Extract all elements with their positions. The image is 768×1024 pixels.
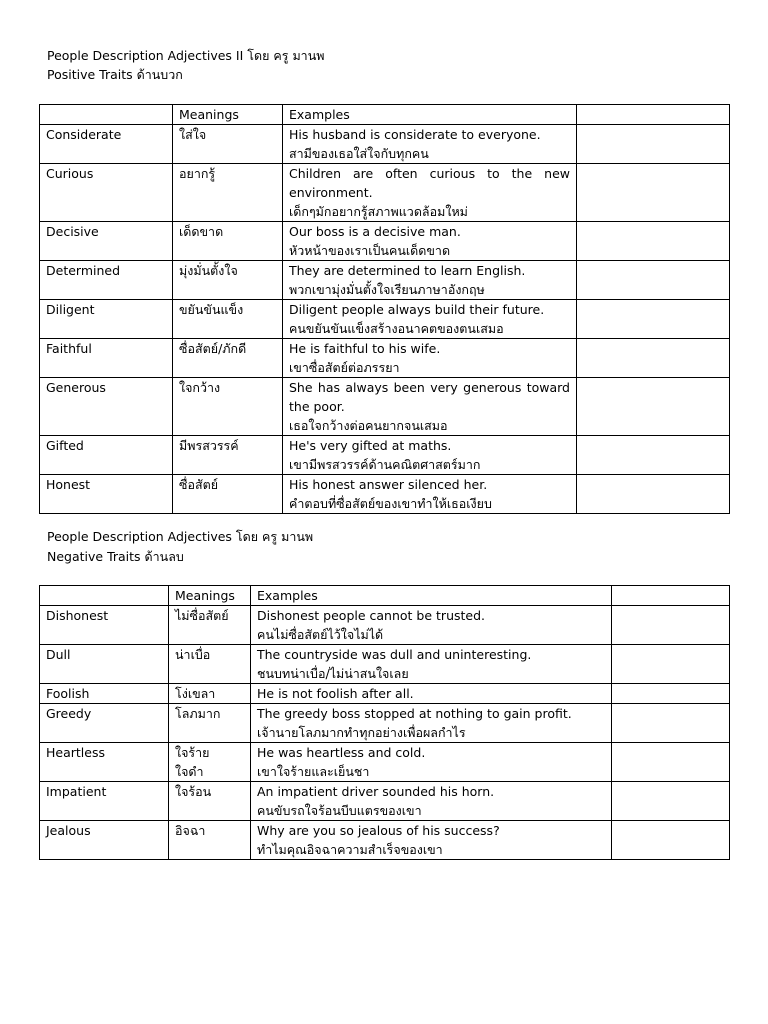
table-row — [40, 782, 730, 821]
example-translation: คนไม่ซื่อสัตย์ไว้ใจไม่ได้ — [257, 627, 384, 642]
example-sentence: They are determined to learn English. — [289, 263, 526, 278]
example-cell — [283, 125, 577, 164]
example-cell — [251, 821, 612, 860]
table-row — [40, 378, 730, 436]
notes-cell — [577, 300, 730, 339]
notes-cell — [577, 222, 730, 261]
meaning-text: ใส่ใจ — [179, 127, 207, 142]
meaning-cell — [169, 645, 251, 684]
example-cell — [283, 339, 577, 378]
table-row — [40, 164, 730, 222]
example-translation: หัวหน้าของเราเป็นคนเด็ดขาด — [289, 243, 451, 258]
meaning-text: ขยันขันแข็ง — [179, 302, 244, 317]
meaning-cell — [169, 821, 251, 860]
meaning-cell — [173, 475, 283, 514]
example-sentence: Dishonest people cannot be trusted. — [257, 608, 485, 623]
notes-cell — [577, 475, 730, 514]
negative-header-cell: Meanings — [169, 586, 251, 606]
notes-cell — [612, 743, 730, 782]
example-translation: เด็กๆมักอยากรู้สภาพแวดล้อมใหม่ — [289, 204, 468, 219]
meaning-text: ใจร้าย — [175, 745, 210, 760]
word-cell: Generous — [40, 378, 173, 436]
meaning-cell — [173, 339, 283, 378]
positive-header-cell — [577, 105, 730, 125]
meaning-cell — [173, 300, 283, 339]
meaning-cell — [173, 222, 283, 261]
word-cell: Diligent — [40, 300, 173, 339]
example-cell — [283, 261, 577, 300]
positive-subtitle: Positive Traits ด้านบวก — [47, 67, 183, 82]
meaning-text: ใจร้อน — [175, 784, 212, 799]
word-cell: Curious — [40, 164, 173, 222]
notes-cell — [577, 339, 730, 378]
notes-cell — [612, 684, 730, 704]
example-cell — [251, 782, 612, 821]
example-translation: คนขับรถใจร้อนบีบแตรของเขา — [257, 803, 422, 818]
table-row — [40, 645, 730, 684]
meaning-cell — [169, 743, 251, 782]
notes-cell — [577, 261, 730, 300]
notes-cell — [612, 782, 730, 821]
example-sentence: He was heartless and cold. — [257, 745, 426, 760]
example-sentence: The greedy boss stopped at nothing to gain profit. — [257, 706, 572, 721]
meaning-cell — [169, 782, 251, 821]
table-row — [40, 684, 730, 704]
meaning-text: ใจกว้าง — [179, 380, 221, 395]
example-cell — [283, 300, 577, 339]
example-translation: เขาซื่อสัตย์ต่อภรรยา — [289, 360, 400, 375]
word-cell: Determined — [40, 261, 173, 300]
example-translation: เขามีพรสวรรค์ด้านคณิตศาสตร์มาก — [289, 457, 481, 472]
word-cell: Heartless — [40, 743, 169, 782]
table-row — [40, 743, 730, 782]
example-cell — [251, 645, 612, 684]
positive-header-cell: Examples — [283, 105, 577, 125]
example-cell — [251, 704, 612, 743]
word-cell: Foolish — [40, 684, 169, 704]
example-translation: คนขยันขันแข็งสร้างอนาคตของตนเสมอ — [289, 321, 504, 336]
example-cell — [283, 436, 577, 475]
table-row — [40, 261, 730, 300]
example-cell — [283, 378, 577, 436]
example-sentence: Children are often curious to the new environment. — [289, 166, 570, 200]
notes-cell — [577, 125, 730, 164]
example-sentence: An impatient driver sounded his horn. — [257, 784, 495, 799]
word-cell: Honest — [40, 475, 173, 514]
meaning-text: มุ่งมั่นตั้งใจ — [179, 263, 238, 278]
example-translation: สามีของเธอใส่ใจกับทุกคน — [289, 146, 429, 161]
meaning-text: โลภมาก — [175, 706, 221, 721]
meaning-text: ไม่ซื่อสัตย์ — [175, 608, 229, 623]
example-cell — [283, 475, 577, 514]
word-cell: Gifted — [40, 436, 173, 475]
positive-traits-table — [39, 104, 730, 514]
example-translation: ทำไมคุณอิจฉาความสำเร็จของเขา — [257, 842, 443, 857]
example-sentence: Diligent people always build their future. — [289, 302, 545, 317]
example-sentence: His husband is considerate to everyone. — [289, 127, 541, 142]
example-translation: เจ้านายโลภมากทำทุกอย่างเพื่อผลกำไร — [257, 725, 466, 740]
example-sentence: He is not foolish after all. — [257, 686, 414, 701]
negative-header-cell: Examples — [251, 586, 612, 606]
meaning-cell — [169, 606, 251, 645]
table-row — [40, 125, 730, 164]
positive-header-cell: Meanings — [173, 105, 283, 125]
example-sentence: He's very gifted at maths. — [289, 438, 452, 453]
notes-cell — [612, 704, 730, 743]
table-row — [40, 222, 730, 261]
example-sentence: She has always been very generous toward the poor. — [289, 380, 570, 414]
negative-traits-table — [39, 585, 730, 860]
notes-cell — [612, 606, 730, 645]
example-translation: เขาใจร้ายและเย็นชา — [257, 764, 370, 779]
meaning-text: มีพรสวรรค์ — [179, 438, 239, 453]
table-row — [40, 606, 730, 645]
word-cell: Greedy — [40, 704, 169, 743]
positive-title: People Description Adjectives II โดย ครู มานพ — [47, 48, 325, 63]
example-sentence: The countryside was dull and uninteresting. — [257, 647, 532, 662]
meaning-text: น่าเบื่อ — [175, 647, 211, 662]
example-sentence: Why are you so jealous of his success? — [257, 823, 500, 838]
word-cell: Dull — [40, 645, 169, 684]
table-row — [40, 821, 730, 860]
table-row — [40, 704, 730, 743]
negative-header-row — [40, 586, 730, 606]
example-translation: เธอใจกว้างต่อคนยากจนเสมอ — [289, 418, 448, 433]
negative-header-cell — [40, 586, 169, 606]
word-cell: Faithful — [40, 339, 173, 378]
meaning-text: ซื่อสัตย์ — [179, 477, 219, 492]
meaning-cell — [173, 261, 283, 300]
word-cell: Considerate — [40, 125, 173, 164]
example-translation: คำตอบที่ซื่อสัตย์ของเขาทำให้เธอเงียบ — [289, 496, 492, 511]
word-cell: Impatient — [40, 782, 169, 821]
example-translation: พวกเขามุ่งมั่นตั้งใจเรียนภาษาอังกฤษ — [289, 282, 485, 297]
example-cell — [283, 164, 577, 222]
table-row — [40, 436, 730, 475]
example-sentence: Our boss is a decisive man. — [289, 224, 461, 239]
negative-subtitle: Negative Traits ด้านลบ — [47, 549, 184, 564]
word-cell: Decisive — [40, 222, 173, 261]
positive-header-row — [40, 105, 730, 125]
table-row — [40, 300, 730, 339]
meaning-text: อิจฉา — [175, 823, 206, 838]
meaning-cell — [169, 704, 251, 743]
example-sentence: He is faithful to his wife. — [289, 341, 441, 356]
meaning-cell — [169, 684, 251, 704]
table-row — [40, 475, 730, 514]
table-row — [40, 339, 730, 378]
example-cell — [283, 222, 577, 261]
example-sentence: His honest answer silenced her. — [289, 477, 488, 492]
meaning-text: อยากรู้ — [179, 166, 216, 181]
example-cell — [251, 606, 612, 645]
example-cell — [251, 743, 612, 782]
meaning-cell — [173, 436, 283, 475]
negative-title: People Description Adjectives โดย ครู มานพ — [47, 529, 314, 544]
example-translation: ชนบทน่าเบื่อ/ไม่น่าสนใจเลย — [257, 666, 409, 681]
meaning-text: โง่เขลา — [175, 686, 216, 701]
meaning-cell — [173, 125, 283, 164]
notes-cell — [577, 378, 730, 436]
word-cell: Dishonest — [40, 606, 169, 645]
notes-cell — [577, 436, 730, 475]
example-cell — [251, 684, 612, 704]
notes-cell — [577, 164, 730, 222]
meaning-cell — [173, 164, 283, 222]
positive-header-cell — [40, 105, 173, 125]
meaning-text-alt: ใจดำ — [175, 764, 204, 779]
meaning-text: เด็ดขาด — [179, 224, 224, 239]
notes-cell — [612, 821, 730, 860]
negative-header-cell — [612, 586, 730, 606]
meaning-cell — [173, 378, 283, 436]
notes-cell — [612, 645, 730, 684]
word-cell: Jealous — [40, 821, 169, 860]
meaning-text: ซื่อสัตย์/ภักดี — [179, 341, 247, 356]
